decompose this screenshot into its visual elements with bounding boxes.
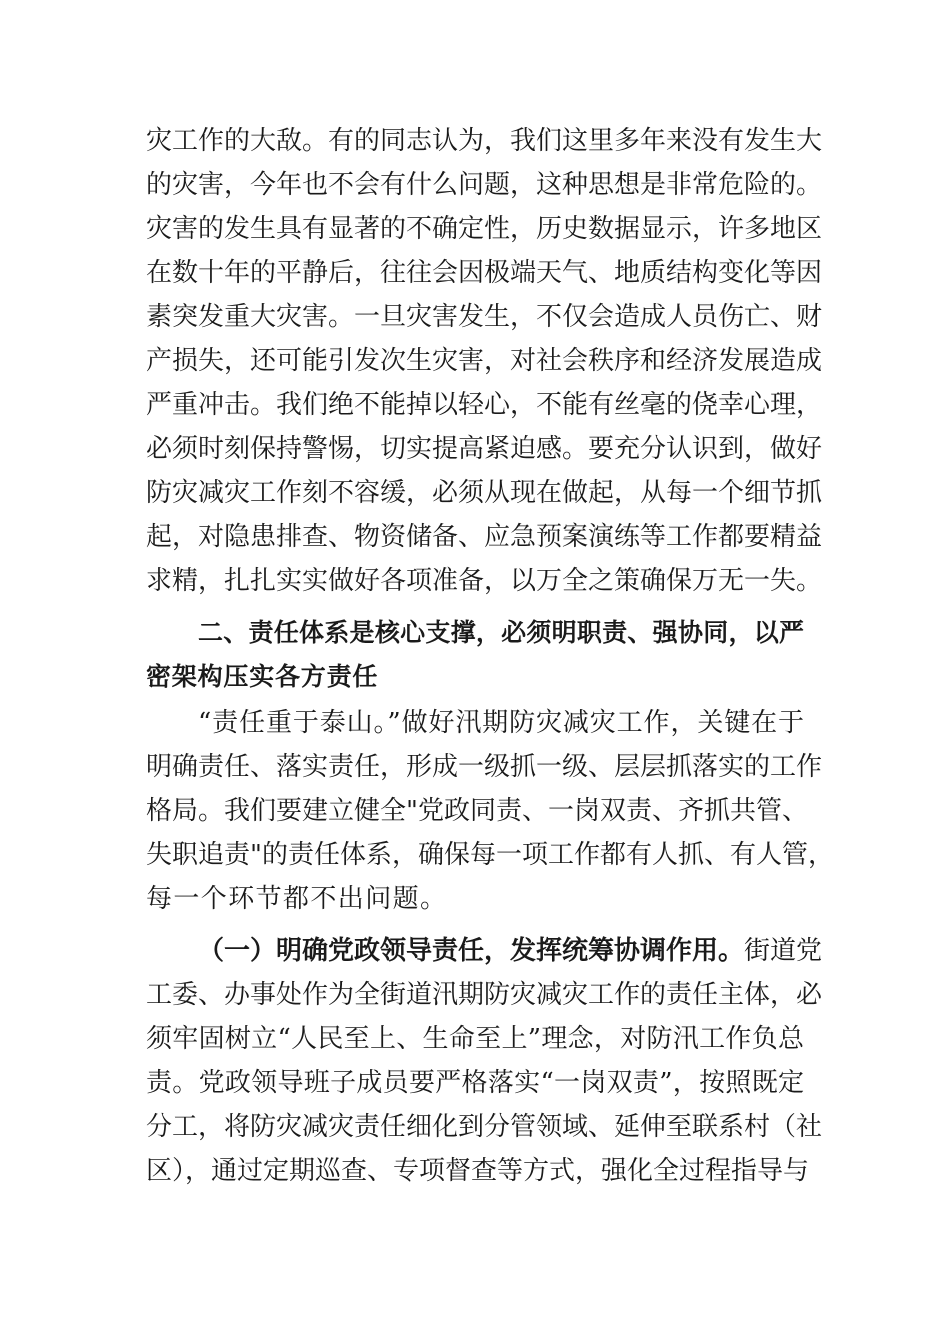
para1-line-11: 求精，扎扎实实做好各项准备，以万全之策确保万无一失。: [146, 566, 823, 596]
section-heading-line-1: 二、责任体系是核心支撑，必须明职责、强协同，以严: [198, 618, 804, 647]
para1-line-3: 灾害的发生具有显著的不确定性，历史数据显示，许多地区: [146, 214, 823, 244]
para3-line-5: 分工，将防灾减灾责任细化到分管领域、延伸至联系村（社: [146, 1112, 823, 1142]
para3-first-rest: 街道党: [744, 936, 823, 966]
para3-line-6: 区），通过定期巡查、专项督查等方式，强化全过程指导与: [146, 1156, 810, 1186]
section-heading-line-2: 密架构压实各方责任: [146, 662, 379, 691]
para1-line-8: 必须时刻保持警惕，切实提高紧迫感。要充分认识到，做好: [146, 434, 823, 464]
para3-line-4: 责。党政领导班子成员要严格落实“一岗双责”，按照既定: [146, 1068, 804, 1098]
para2-line-2: 明确责任、落实责任，形成一级抓一级、层层抓落实的工作: [146, 752, 823, 782]
para3-line-2: 工委、办事处作为全街道汛期防灾减灾工作的责任主体，必: [146, 980, 823, 1010]
para1-line-1: 灾工作的大敌。有的同志认为，我们这里多年来没有发生大: [146, 126, 823, 156]
para1-line-7: 严重冲击。我们绝不能掉以轻心，不能有丝毫的侥幸心理，: [146, 390, 823, 420]
para3-lead-bold: （一）明确党政领导责任，发挥统筹协调作用。: [198, 936, 745, 966]
para3-line-3: 须牢固树立“人民至上、生命至上”理念，对防汛工作负总: [146, 1024, 804, 1054]
para1-line-4: 在数十年的平静后，往往会因极端天气、地质结构变化等因: [146, 258, 823, 288]
para2-line-5: 每一个环节都不出问题。: [146, 884, 448, 914]
para2-line-3: 格局。我们要建立健全"党政同责、一岗双责、齐抓共管、: [146, 796, 808, 826]
para3-line-1: [198, 929, 823, 973]
para1-line-6: 产损失，还可能引发次生灾害，对社会秩序和经济发展造成: [146, 346, 823, 376]
para2-line-1: “责任重于泰山。”做好汛期防灾减灾工作，关键在于: [198, 708, 804, 738]
para1-line-10: 起，对隐患排查、物资储备、应急预案演练等工作都要精益: [146, 522, 823, 552]
para1-line-9: 防灾减灾工作刻不容缓，必须从现在做起，从每一个细节抓: [146, 478, 823, 508]
para1-line-5: 素突发重大灾害。一旦灾害发生，不仅会造成人员伤亡、财: [146, 302, 823, 332]
para1-line-2: 的灾害，今年也不会有什么问题，这种思想是非常危险的。: [146, 170, 823, 200]
para2-line-4: 失职追责"的责任体系，确保每一项工作都有人抓、有人管，: [146, 840, 834, 870]
